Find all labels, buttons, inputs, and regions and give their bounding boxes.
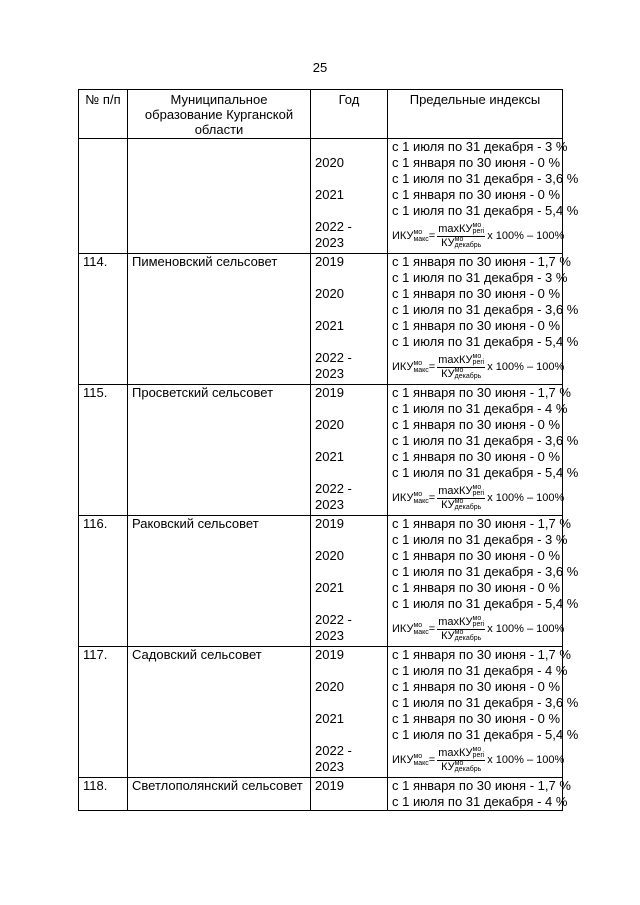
formula-den-sup: мо [454,759,464,767]
index-line: с 1 января по 30 июня - 1,7 % [392,778,571,793]
municipality-cell: Раковский сельсовет [128,516,311,647]
formula-den-supsub [455,499,482,511]
formula-numerator [437,354,485,368]
formula-tail: x 100% – 100% [487,492,565,504]
index-line: с 1 января по 30 июня - 0 % [392,187,561,202]
formula-den-text: КУ [441,236,455,249]
year-entry: 2019 [315,385,344,400]
index-line: с 1 июля по 31 декабря - 5,4 % [392,334,579,349]
formula-den-supsub [455,761,482,773]
num-cell: 116. [79,516,128,647]
index-line: с 1 января по 30 июня - 0 % [392,580,561,595]
index-line: с 1 июля по 31 декабря - 4 % [392,663,568,678]
table-row [79,778,563,811]
formula [392,219,565,253]
formula-lhs-sub: макс [413,367,429,375]
formula-denominator [441,368,481,381]
year-entry: 2019 [315,254,344,269]
formula-tail: x 100% – 100% [487,623,565,635]
formula-lhs-text: ИКУ [392,623,414,635]
year-entry: 2022 - 2023 [315,481,352,512]
formula-lhs-text: ИКУ [392,754,414,766]
formula-num-supsub [473,747,485,759]
formula-lhs-sup: мо [413,491,423,499]
formula-num-sup: мо [472,745,482,753]
formula-lhs-sup: мо [413,622,423,630]
formula-num-sup: мо [472,221,482,229]
year-cell [311,254,388,385]
formula-lhs-sup: мо [413,360,423,368]
index-line: с 1 января по 30 июня - 1,7 % [392,516,571,531]
year-entry: 2019 [315,778,344,793]
index-line: с 1 июля по 31 декабря - 5,4 % [392,203,579,218]
index-line: с 1 января по 30 июня - 0 % [392,155,561,170]
indices-cell [388,778,571,811]
index-line: с 1 июля по 31 декабря - 4 % [392,794,568,809]
formula-den-sub: декабрь [454,372,482,380]
index-line: с 1 июля по 31 декабря - 5,4 % [392,596,579,611]
formula-den-text: КУ [441,367,455,380]
index-line: с 1 января по 30 июня - 1,7 % [392,254,571,269]
formula-num-sup: мо [472,483,482,491]
formula-num-supsub [473,485,485,497]
formula [392,350,565,384]
formula-eq: = [428,230,436,242]
formula-denominator [441,237,481,250]
formula-den-supsub [455,237,482,249]
formula [392,481,565,515]
municipality-cell: Пименовский сельсовет [128,254,311,385]
formula-num-supsub [473,223,485,235]
year-entry: 2021 [315,318,344,333]
formula-numerator [437,616,485,630]
formula-den-text: КУ [441,760,455,773]
formula-denominator [441,761,481,774]
index-line: с 1 июля по 31 декабря - 3 % [392,532,568,547]
year-entry: 2022 - 2023 [315,743,352,774]
formula-fraction [437,747,485,774]
formula-lhs-text: ИКУ [392,361,414,373]
formula-tail: x 100% – 100% [487,754,565,766]
formula-den-sup: мо [454,235,464,243]
municipality-cell: Садовский сельсовет [128,647,311,778]
header-indices: Предельные индексы [388,90,563,139]
index-line: с 1 января по 30 июня - 0 % [392,548,561,563]
formula-lhs-text: ИКУ [392,230,414,242]
formula-lhs-sub: макс [413,760,429,768]
index-line: с 1 января по 30 июня - 1,7 % [392,385,571,400]
formula-numerator [437,223,485,237]
formula-lhs-sup: мо [413,753,423,761]
table-row-continuation [79,139,563,254]
formula-lhs-supsub [413,622,428,636]
formula-den-sub: декабрь [454,503,482,511]
formula-lhs-sup: мо [413,229,423,237]
formula-eq: = [428,754,436,766]
formula-fraction [437,354,485,381]
formula-num-sub: peri [472,620,485,628]
formula-eq: = [428,361,436,373]
index-line: с 1 июля по 31 декабря - 3,6 % [392,302,579,317]
year-entry: 2020 [315,286,344,301]
formula-num-text: maxКУ [438,746,473,759]
page-number: 25 [312,60,328,75]
formula-fraction [437,616,485,643]
formula [392,612,565,646]
formula-numerator [437,747,485,761]
index-line: с 1 июля по 31 декабря - 5,4 % [392,465,579,480]
header-num: № п/п [79,90,128,139]
year-entry: 2020 [315,548,344,563]
indices-cell [388,647,579,778]
indices-cell [388,254,579,385]
indices-cell [388,385,579,516]
index-line: с 1 января по 30 июня - 0 % [392,449,561,464]
formula-tail: x 100% – 100% [487,361,565,373]
formula-num-text: maxКУ [438,353,473,366]
formula [392,743,565,777]
year-cell [311,516,388,647]
index-line: с 1 января по 30 июня - 0 % [392,286,561,301]
formula-eq: = [428,623,436,635]
formula-den-text: КУ [441,498,455,511]
formula-fraction [437,223,485,250]
num-cell: 114. [79,254,128,385]
index-line: с 1 июля по 31 декабря - 3 % [392,270,568,285]
formula-den-sub: декабрь [454,241,482,249]
formula-num-text: maxКУ [438,222,473,235]
header-municipality: Муниципальное образование Курганской области [128,90,311,139]
index-line: с 1 июля по 31 декабря - 3,6 % [392,695,579,710]
index-line: с 1 января по 30 июня - 0 % [392,318,561,333]
formula-lhs-text: ИКУ [392,492,414,504]
formula-num-sub: peri [472,751,485,759]
index-line: с 1 июля по 31 декабря - 3 % [392,139,568,154]
formula-denominator [441,499,481,512]
formula-lhs [392,490,429,506]
formula-lhs-sub: макс [413,498,429,506]
index-line: с 1 июля по 31 декабря - 4 % [392,401,568,416]
formula-numerator [437,485,485,499]
index-line: с 1 января по 30 июня - 0 % [392,711,561,726]
index-line: с 1 января по 30 июня - 0 % [392,417,561,432]
index-line: с 1 января по 30 июня - 0 % [392,679,561,694]
formula-num-sub: peri [472,227,485,235]
formula-den-sup: мо [454,366,464,374]
formula-num-supsub [473,616,485,628]
indices-cell [388,139,579,254]
formula-lhs [392,228,429,244]
formula-den-text: КУ [441,629,455,642]
formula-den-sup: мо [454,497,464,505]
num-cell: 117. [79,647,128,778]
year-entry: 2019 [315,516,344,531]
year-entry: 2022 - 2023 [315,612,352,643]
formula-denominator [441,630,481,643]
municipality-cell [128,139,311,254]
formula-lhs-supsub [413,491,428,505]
year-spacer [315,139,383,155]
year-cell [311,647,388,778]
formula-num-sup: мо [472,614,482,622]
municipality-cell: Просветский сельсовет [128,385,311,516]
formula-lhs [392,752,429,768]
formula-lhs-sub: макс [413,629,429,637]
year-cell [311,778,388,811]
year-entry: 2020 [315,155,344,170]
formula-tail: x 100% – 100% [487,230,565,242]
index-line: с 1 июля по 31 декабря - 3,6 % [392,564,579,579]
formula-lhs-supsub [413,360,428,374]
formula-lhs [392,359,429,375]
num-cell: 118. [79,778,128,811]
municipality-cell: Светлополянский сельсовет [128,778,311,811]
formula-lhs-supsub [413,753,428,767]
formula-num-sub: peri [472,358,485,366]
formula-num-text: maxКУ [438,484,473,497]
year-entry: 2021 [315,580,344,595]
formula-fraction [437,485,485,512]
indices-table [78,89,579,811]
formula-lhs [392,621,429,637]
index-line: с 1 июля по 31 декабря - 3,6 % [392,433,579,448]
formula-num-text: maxКУ [438,615,473,628]
year-cell [311,385,388,516]
formula-den-sup: мо [454,628,464,636]
table-row [79,647,563,778]
formula-num-sup: мо [472,352,482,360]
year-entry: 2021 [315,187,344,202]
formula-lhs-supsub [413,229,428,243]
year-entry: 2020 [315,417,344,432]
index-line: с 1 июля по 31 декабря - 3,6 % [392,171,579,186]
year-entry: 2021 [315,711,344,726]
index-line: с 1 июля по 31 декабря - 5,4 % [392,727,579,742]
formula-den-supsub [455,368,482,380]
formula-lhs-sub: макс [413,236,429,244]
year-entry: 2019 [315,647,344,662]
formula-den-sub: декабрь [454,634,482,642]
num-cell [79,139,128,254]
header-year: Год [311,90,388,139]
formula-num-sub: peri [472,489,485,497]
table-header-row [79,90,563,139]
formula-den-sub: декабрь [454,765,482,773]
table-row [79,516,563,647]
formula-den-supsub [455,630,482,642]
year-entry: 2020 [315,679,344,694]
year-entry: 2021 [315,449,344,464]
indices-cell [388,516,579,647]
formula-eq: = [428,492,436,504]
table-row [79,254,563,385]
year-entry: 2022 - 2023 [315,219,352,250]
year-entry: 2022 - 2023 [315,350,352,381]
year-cell [311,139,388,254]
num-cell: 115. [79,385,128,516]
index-line: с 1 января по 30 июня - 1,7 % [392,647,571,662]
formula-num-supsub [473,354,485,366]
table-row [79,385,563,516]
